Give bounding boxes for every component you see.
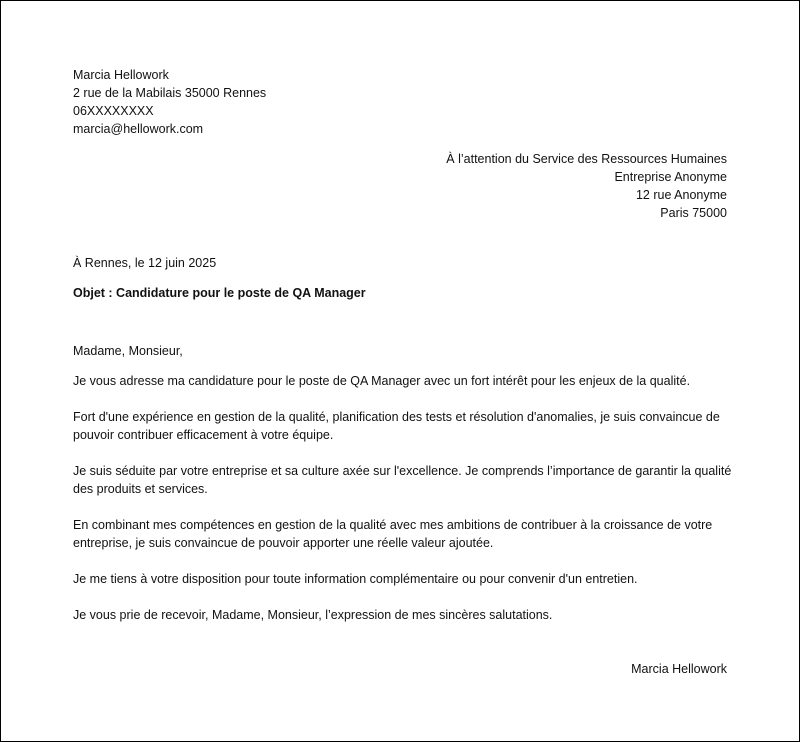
paragraph-value: En combinant mes compétences en gestion de la qualité avec mes ambitions de contribuer à la croissance de votre entreprise, je suis convaincue de pouvoir apporter une réelle valeur ajoutée. [73, 518, 713, 550]
recipient-attention: À l’attention du Service des Ressources Humaines [446, 152, 727, 166]
paragraph-closing: Je vous prie de recevoir, Madame, Monsieur, l’expression de mes sincères salutations. [73, 608, 553, 622]
letter-body [73, 342, 733, 642]
paragraph-experience: Fort d'une expérience en gestion de la qualité, planification des tests et résolution d'anomalies, je suis convaincue de pouvoir contribuer efficacement à votre équipe. [73, 410, 720, 442]
paragraph-intro: Je vous adresse ma candidature pour le poste de QA Manager avec un fort intérêt pour les enjeux de la qualité. [73, 374, 691, 388]
salutation: Madame, Monsieur, [73, 344, 183, 358]
recipient-block [446, 150, 727, 222]
sender-address: 2 rue de la Mabilais 35000 Rennes [73, 86, 267, 100]
sender-email: marcia@hellowork.com [73, 122, 204, 136]
recipient-city: Paris 75000 [660, 206, 727, 220]
recipient-company: Entreprise Anonyme [614, 170, 727, 184]
letter-subject: Objet : Candidature pour le poste de QA Manager [73, 286, 366, 300]
paragraph-motivation: Je suis séduite par votre entreprise et sa culture axée sur l'excellence. Je comprends l’importance de garantir la qualité des produits et services. [73, 464, 732, 496]
sender-block [73, 66, 266, 138]
paragraph-availability: Je me tiens à votre disposition pour toute information complémentaire ou pour convenir d'un entretien. [73, 572, 638, 586]
sender-name: Marcia Hellowork [73, 68, 169, 82]
recipient-street: 12 rue Anonyme [635, 188, 727, 202]
letter-date: À Rennes, le 12 juin 2025 [73, 256, 217, 270]
signature: Marcia Hellowork [631, 662, 727, 676]
sender-phone: 06XXXXXXXX [73, 104, 154, 118]
